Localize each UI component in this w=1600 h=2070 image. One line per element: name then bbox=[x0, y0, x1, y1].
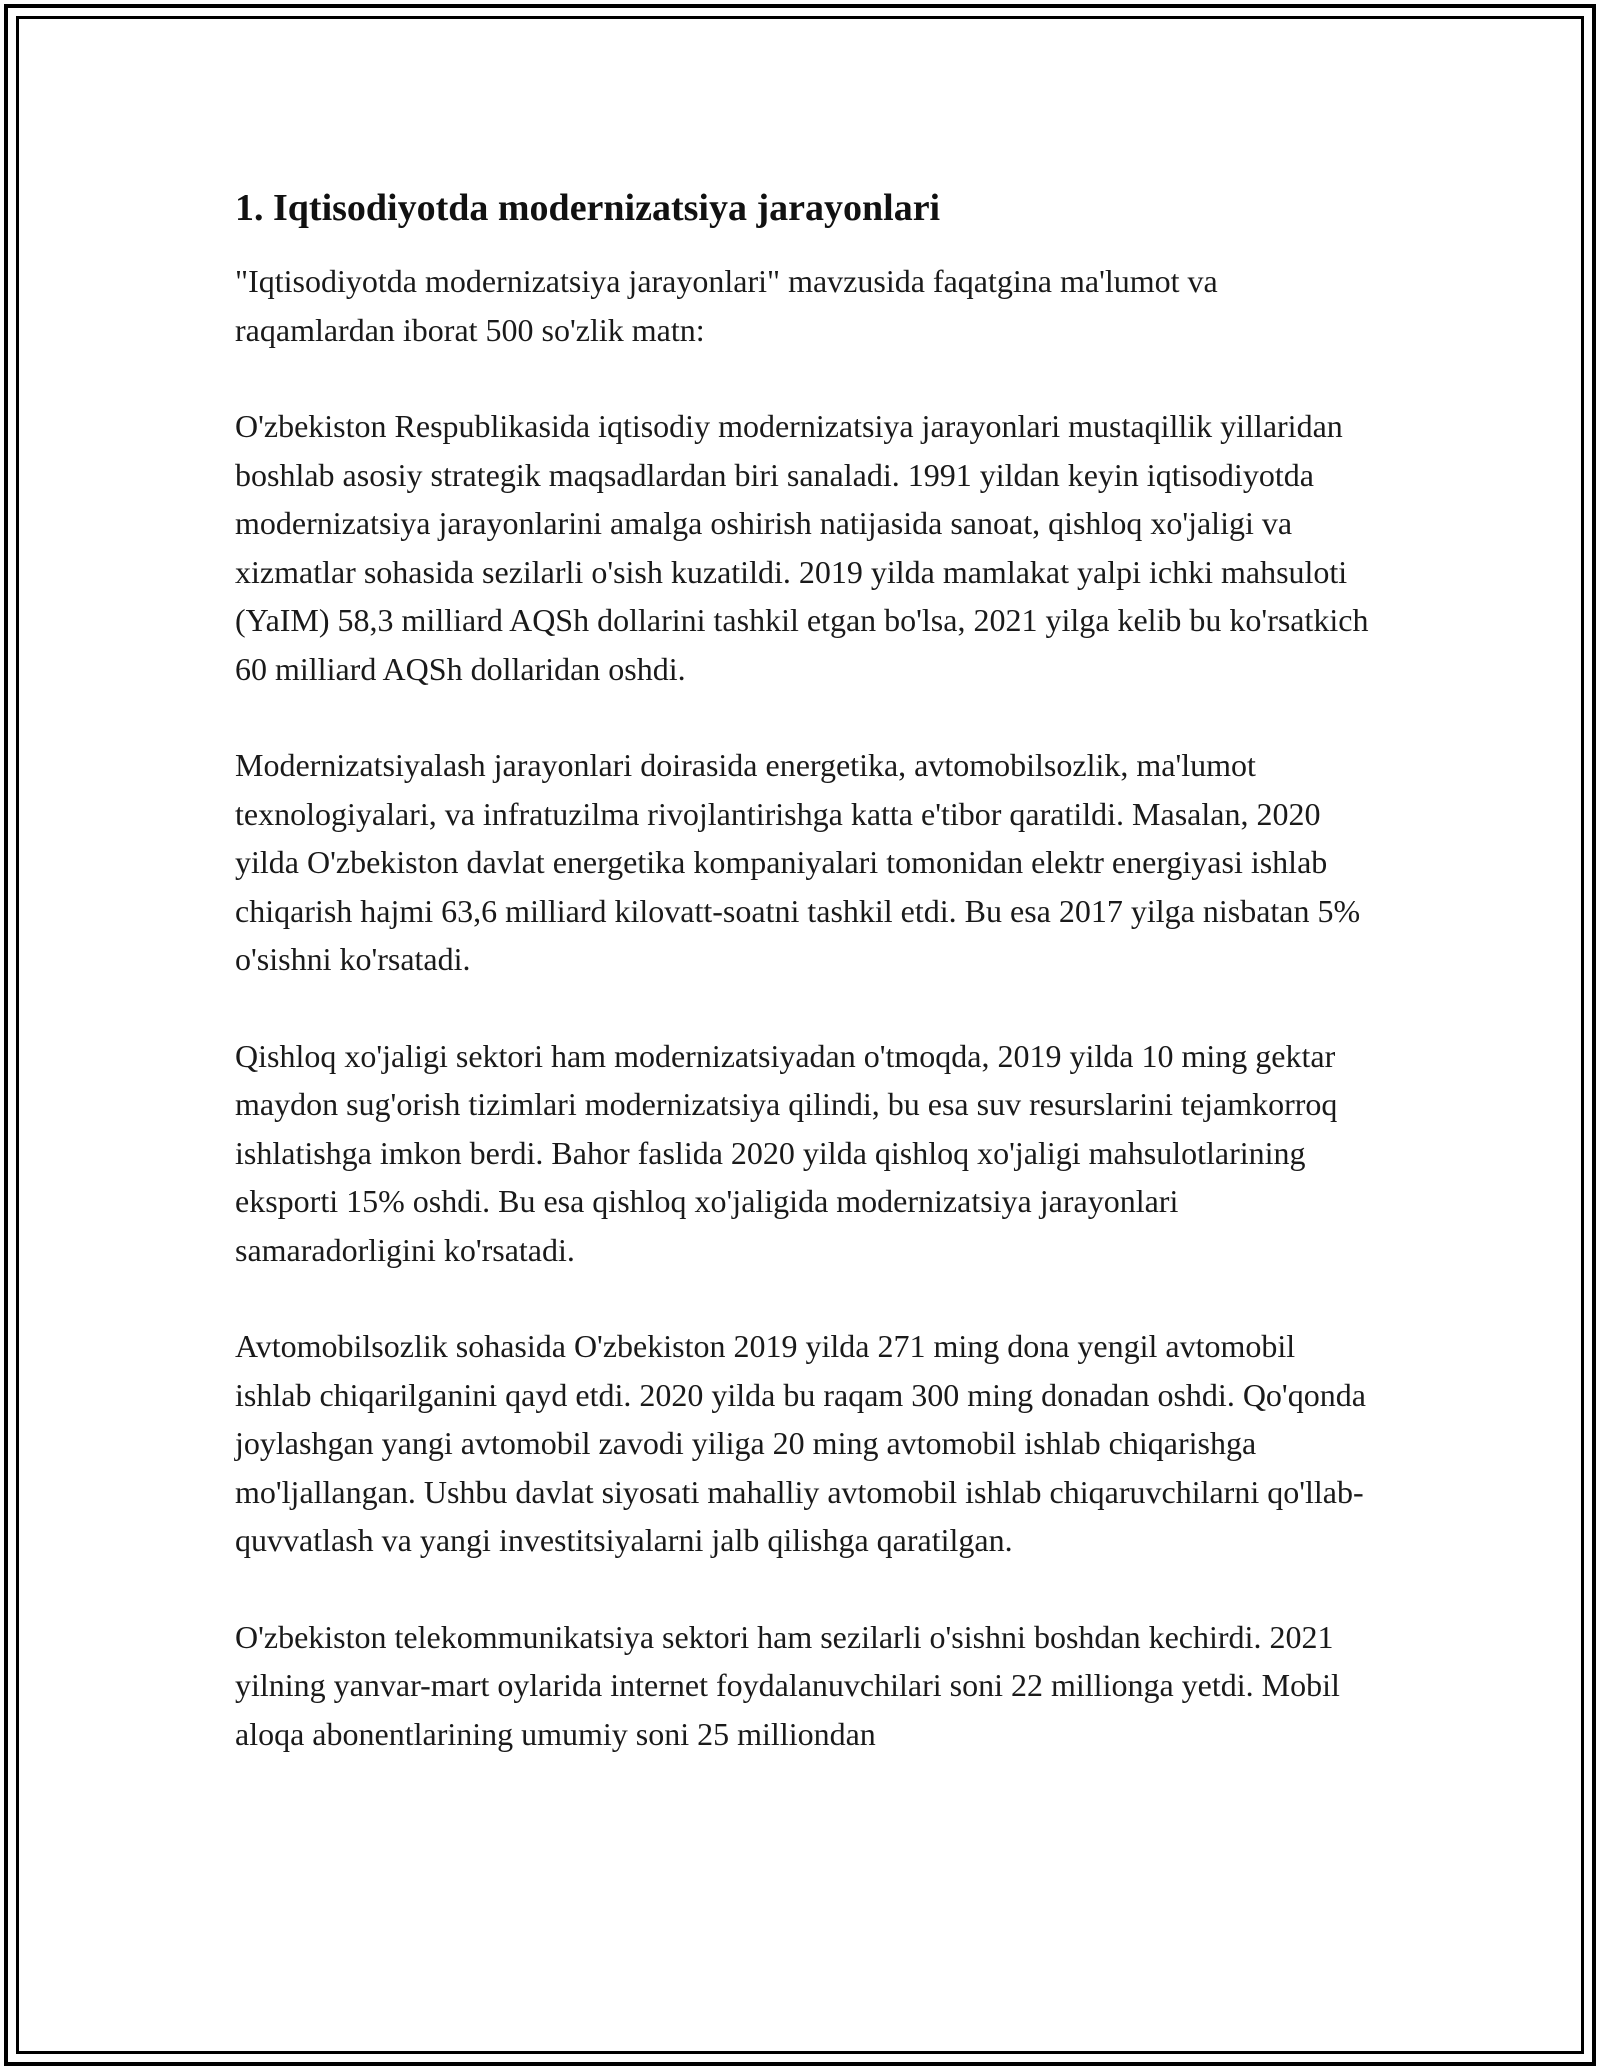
paragraph-intro: "Iqtisodiyotda modernizatsiya jarayonlari" mavzusida faqatgina ma'lumot va raqamlardan iborat 500 so'zlik matn: bbox=[235, 263, 1218, 348]
paragraph-automotive: Avtomobilsozlik sohasida O'zbekiston 2019 yilda 271 ming dona yengil avtomobil ishlab chiqarilganini qayd etdi. 2020 yilda bu raqam 300 ming donadan oshdi. Qo'qonda joylashgan yangi avtomobil zavodi yiliga 20 ming avtomobil ishlab chiqarishga mo'ljallangan. Ushbu davlat siyosati mahalliy avtomobil ishlab chiqaruvchilarni qo'llab-quvvatlash va yangi investitsiyalarni jalb qilishga qaratilgan. bbox=[235, 1328, 1366, 1558]
page-title: 1. Iqtisodiyotda modernizatsiya jarayonlari bbox=[235, 187, 941, 229]
document-body bbox=[235, 185, 1375, 1806]
paragraph-telecom: O'zbekiston telekommunikatsiya sektori ham sezilarli o'sishni boshdan kechirdi. 2021 yilning yanvar-mart oylarida internet foydalanuvchilari soni 22 millionga yetdi. Mobil aloqa abonentlarining umumiy soni 25 milliondan bbox=[235, 1618, 1340, 1752]
paragraph-energy: Modernizatsiyalash jarayonlari doirasida energetika, avtomobilsozlik, ma'lumot texnologiyalari, va infratuzilma rivojlantirishga katta e'tibor qaratildi. Masalan, 2020 yilda O'zbekiston davlat energetika kompaniyalari tomonidan elektr energiyasi ishlab chiqarish hajmi 63,6 milliard kilovatt-soatni tashkil etdi. Bu esa 2017 yilga nisbatan 5% o'sishni ko'rsatadi. bbox=[235, 747, 1361, 977]
paragraph-gdp: O'zbekiston Respublikasida iqtisodiy modernizatsiya jarayonlari mustaqillik yillaridan boshlab asosiy strategik maqsadlardan biri sanaladi. 1991 yildan keyin iqtisodiyotda modernizatsiya jarayonlarini amalga oshirish natijasida sanoat, qishloq xo'jaligi va xizmatlar sohasida sezilarli o'sish kuzatildi. 2019 yilda mamlakat yalpi ichki mahsuloti (YaIM) 58,3 milliard AQSh dollarini tashkil etgan bo'lsa, 2021 yilga kelib bu ko'rsatkich 60 milliard AQSh dollaridan oshdi. bbox=[235, 408, 1369, 687]
paragraph-agriculture: Qishloq xo'jaligi sektori ham modernizatsiyadan o'tmoqda, 2019 yilda 10 ming gektar maydon sug'orish tizimlari modernizatsiya qilindi, bu esa suv resurslarini tejamkorroq ishlatishga imkon berdi. Bahor faslida 2020 yilda qishloq xo'jaligi mahsulotlarining eksporti 15% oshdi. Bu esa qishloq xo'jaligida modernizatsiya jarayonlari samaradorligini ko'rsatadi. bbox=[235, 1037, 1338, 1268]
